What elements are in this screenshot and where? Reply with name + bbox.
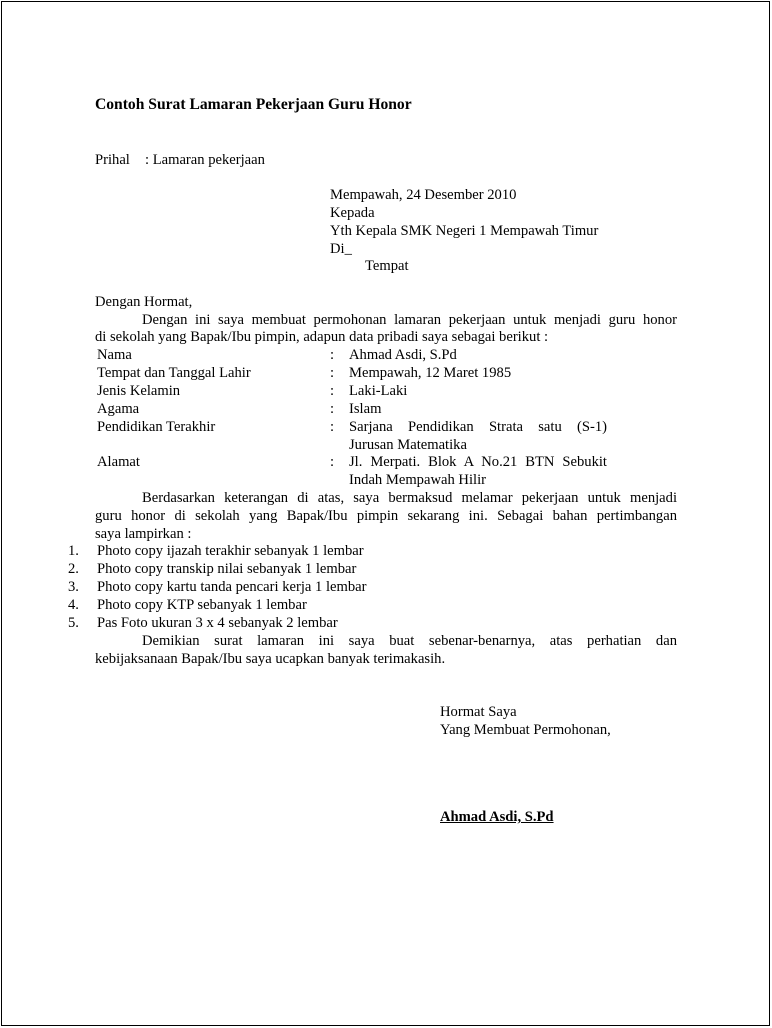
place-date: Mempawah, 24 Desember 2010 [330, 187, 517, 203]
data-row-label: Alamat [97, 454, 140, 470]
attachment-text: Photo copy kartu tanda pencari kerja 1 lembar [97, 579, 367, 595]
attachment-number: 2. [68, 561, 79, 577]
attachment-text: Photo copy ijazah terakhir sebanyak 1 lembar [97, 543, 364, 559]
data-row-colon: : [330, 454, 335, 470]
greeting: Dengan Hormat, [95, 294, 193, 310]
data-row-value [349, 400, 607, 418]
attachment-text: Photo copy transkip nilai sebanyak 1 lembar [97, 561, 357, 577]
attachment-number: 4. [68, 597, 79, 613]
data-row-gender [97, 382, 677, 400]
recipient-line-2: Yth Kepala SMK Negeri 1 Mempawah Timur [330, 223, 599, 239]
data-row-value [349, 382, 607, 400]
data-row-value-line: Jl. Merpati. Blok A No.21 BTN Sebukit [349, 454, 607, 470]
data-row-value-line: Sarjana Pendidikan Strata satu (S-1) [349, 419, 607, 435]
attachment-number: 1. [68, 543, 79, 559]
attachment-number: 5. [68, 615, 79, 631]
recipient-line-1: Kepada [330, 205, 375, 221]
data-row-value-line: Islam [349, 401, 382, 417]
recipient-line-3: Di_ [330, 241, 352, 257]
data-row-colon: : [330, 365, 335, 381]
closing-line-2: kebijaksanaan Bapak/Ibu saya ucapkan banyak terimakasih. [95, 651, 446, 667]
closing-line-1: Demikian surat lamaran ini saya buat sebenar-benarnya, atas perhatian dan [142, 633, 677, 649]
data-row-religion [97, 400, 677, 418]
recipient-line-4: Tempat [365, 258, 409, 274]
data-row-value-line: Jurusan Matematika [349, 437, 467, 453]
data-row-name [97, 346, 677, 364]
data-row-birth [97, 364, 677, 382]
data-row-value-line: Indah Mempawah Hilir [349, 472, 486, 488]
subject-value: : Lamaran pekerjaan [145, 152, 265, 168]
data-row-label: Nama [97, 347, 132, 363]
letter-title: Contoh Surat Lamaran Pekerjaan Guru Honor [95, 96, 412, 113]
signature-line-1: Hormat Saya [440, 704, 517, 720]
body-line-2: guru honor di sekolah yang Bapak/Ibu pimpin sekarang ini. Sebagai bahan pertimbangan [95, 508, 677, 524]
attachment-number: 3. [68, 579, 79, 595]
data-row-label: Tempat dan Tanggal Lahir [97, 365, 251, 381]
data-row-value-line: Mempawah, 12 Maret 1985 [349, 365, 512, 381]
attachment-text: Photo copy KTP sebanyak 1 lembar [97, 597, 307, 613]
signature-line-2: Yang Membuat Permohonan, [440, 722, 611, 738]
data-row-value-line: Ahmad Asdi, S.Pd [349, 347, 457, 363]
data-row-label: Jenis Kelamin [97, 383, 181, 399]
data-row-value [349, 364, 607, 382]
signer-name: Ahmad Asdi, S.Pd [440, 809, 554, 825]
data-row-value [349, 418, 607, 454]
data-row-colon: : [330, 383, 335, 399]
data-row-colon: : [330, 401, 335, 417]
body-line-3: saya lampirkan : [95, 526, 192, 542]
data-row-value [349, 453, 607, 489]
subject-label: Prihal [95, 152, 130, 168]
data-row-education [97, 418, 677, 453]
data-row-label: Pendidikan Terakhir [97, 419, 216, 435]
attachment-text: Pas Foto ukuran 3 x 4 sebanyak 2 lembar [97, 615, 338, 631]
data-row-address [97, 453, 677, 488]
intro-line-1: Dengan ini saya membuat permohonan lamaran pekerjaan untuk menjadi guru honor [142, 312, 677, 328]
data-row-value-line: Laki-Laki [349, 383, 408, 399]
intro-line-2: di sekolah yang Bapak/Ibu pimpin, adapun data pribadi saya sebagai berikut : [95, 329, 549, 345]
data-row-label: Agama [97, 401, 140, 417]
data-row-colon: : [330, 347, 335, 363]
data-row-value [349, 346, 607, 364]
body-line-1: Berdasarkan keterangan di atas, saya bermaksud melamar pekerjaan untuk menjadi [142, 490, 677, 506]
data-row-colon: : [330, 419, 335, 435]
